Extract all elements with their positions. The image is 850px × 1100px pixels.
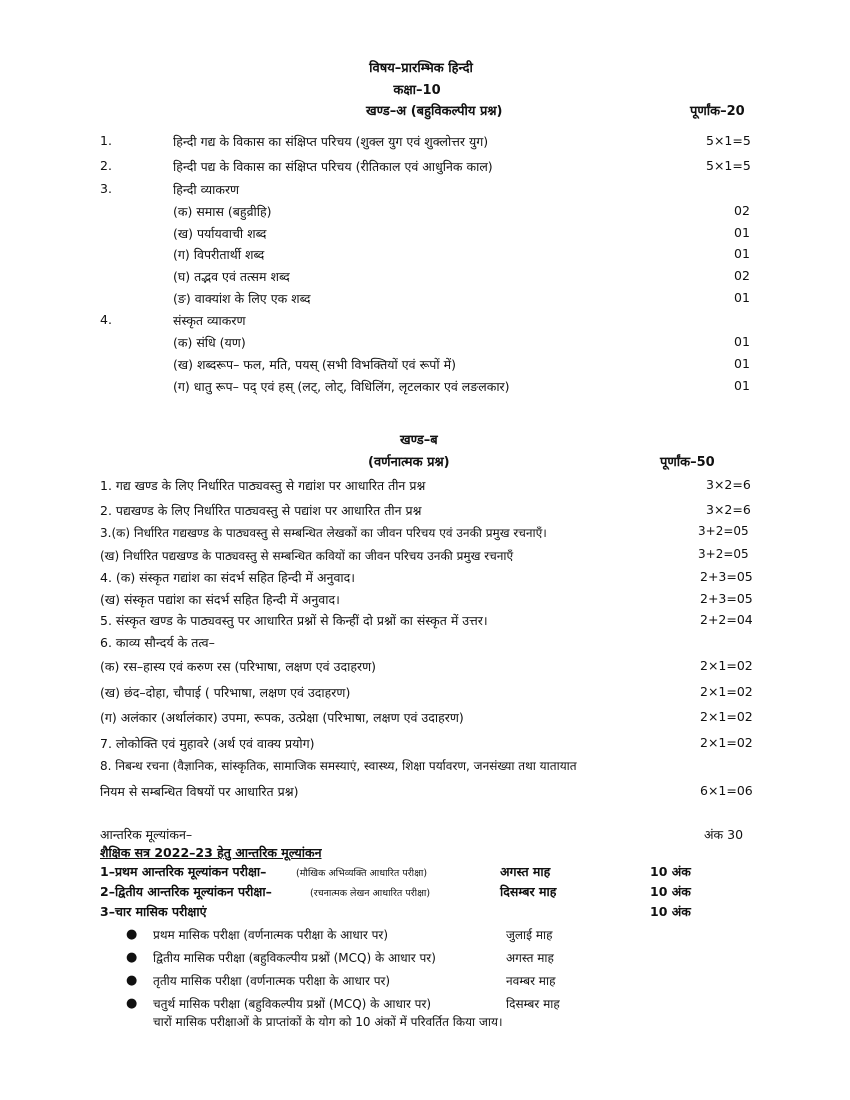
section-b-subtitle: (वर्णनात्मक प्रश्न) — [368, 455, 450, 470]
q4-sub-item: (ग) धातु रूप– पद् एवं हस् (लट्, लोट्, विधिलिंग, लृटलकार एवं लङलकार) — [173, 379, 510, 394]
exam-note: (रचनात्मक लेखन आधारित परीक्षा) — [310, 888, 431, 899]
q4-sub-item: (क) संधि (यण) — [173, 335, 246, 350]
section-b-marks: 2+2=04 — [700, 612, 753, 627]
section-b-marks: 3+2=05 — [698, 524, 749, 538]
monthly-exam: प्रथम मासिक परीक्षा (वर्णनात्मक परीक्षा के आधार पर) — [153, 928, 389, 942]
exam-marks: 10 अंक — [650, 884, 691, 899]
section-b-marks: 6×1=06 — [700, 783, 753, 798]
bullet-icon: ● — [126, 927, 138, 942]
q2-marks: 5×1=5 — [706, 158, 751, 173]
q3-sub-item: (ङ) वाक्यांश के लिए एक शब्द — [173, 291, 311, 306]
q1-text: हिन्दी गद्य के विकास का संक्षिप्त परिचय (शुक्ल युग एवं शुक्लोत्तर युग) — [173, 134, 489, 149]
q3-sub-item: (घ) तद्भव एवं तत्सम शब्द — [173, 269, 290, 284]
section-b-item: (क) रस–हास्य एवं करुण रस (परिभाषा, लक्षण एवं उदाहरण) — [100, 659, 376, 674]
q3-sub-marks: 01 — [734, 290, 750, 305]
section-b-item: 2. पद्यखण्ड के लिए निर्धारित पाठ्यवस्तु से पद्यांश पर आधारित तीन प्रश्न — [100, 503, 422, 518]
internal-title: आन्तरिक मूल्यांकन– — [100, 827, 193, 842]
monthly-note: चारों मासिक परीक्षाओं के प्राप्तांकों के योग को 10 अंकों में परिवर्तित किया जाय। — [153, 1015, 503, 1029]
section-b-total: पूर्णांक–50 — [660, 455, 715, 470]
q3-sub-item: (क) समास (बहुव्रीहि) — [173, 204, 272, 219]
monthly-exam: द्वितीय मासिक परीक्षा (बहुविकल्पीय प्रश्नों (MCQ) के आधार पर) — [153, 951, 436, 965]
subject-title: विषय–प्रारम्भिक हिन्दी — [369, 61, 473, 76]
section-b-item: 3.(क) निर्धारित गद्यखण्ड के पाठ्यवस्तु से सम्बन्धित लेखकों का जीवन परिचय एवं उनकी प्रमुख रचनाएँ। — [100, 526, 547, 540]
class-title: कक्षा–10 — [393, 83, 441, 98]
q4-text: संस्कृत व्याकरण — [173, 313, 246, 328]
q3-sub-marks: 02 — [734, 203, 750, 218]
section-b-item: 4. (क) संस्कृत गद्यांश का संदर्भ सहित हिन्दी में अनुवाद। — [100, 570, 356, 585]
q4-sub-marks: 01 — [734, 378, 750, 393]
monthly-exam-month: जुलाई माह — [506, 928, 553, 942]
section-b-item: 8. निबन्ध रचना (वैज्ञानिक, सांस्कृतिक, सामाजिक समस्याएं, स्वास्थ्य, शिक्षा पर्यावरण, जनसंख्या तथा यातायात — [100, 759, 577, 773]
monthly-exam: चतुर्थ मासिक परीक्षा (बहुविकल्पीय प्रश्नों (MCQ) के आधार पर) — [153, 997, 432, 1011]
internal-total: अंक 30 — [704, 827, 744, 842]
bullet-icon: ● — [126, 996, 138, 1011]
q2-text: हिन्दी पद्य के विकास का संक्षिप्त परिचय (रीतिकाल एवं आधुनिक काल) — [173, 159, 493, 174]
q4-sub-marks: 01 — [734, 356, 750, 371]
section-b-marks: 3×2=6 — [706, 502, 751, 517]
q4-sub-item: (ख) शब्दरूप– फल, मति, पयस् (सभी विभक्तियों एवं रूपों में) — [173, 357, 456, 372]
section-b-item: (ग) अलंकार (अर्थालंकार) उपमा, रूपक, उत्प्रेक्षा (परिभाषा, लक्षण एवं उदाहरण) — [100, 710, 464, 725]
exam-marks: 10 अंक — [650, 904, 691, 919]
exam-name: 1–प्रथम आन्तरिक मूल्यांकन परीक्षा– — [100, 864, 267, 879]
q3-sub-item: (ख) पर्यायवाची शब्द — [173, 226, 267, 241]
monthly-exam-month: अगस्त माह — [506, 951, 554, 965]
q4-number: 4. — [100, 312, 112, 327]
exam-name: 2–द्वितीय आन्तरिक मूल्यांकन परीक्षा– — [100, 884, 272, 899]
q2-number: 2. — [100, 158, 112, 173]
monthly-exam-month: दिसम्बर माह — [506, 997, 560, 1011]
section-b-marks: 3×2=6 — [706, 477, 751, 492]
section-b-marks: 2×1=02 — [700, 684, 753, 699]
q4-sub-marks: 01 — [734, 334, 750, 349]
exam-month: अगस्त माह — [500, 864, 551, 879]
section-a-title: खण्ड–अ (बहुविकल्पीय प्रश्न) — [366, 104, 503, 119]
exam-month: दिसम्बर माह — [500, 884, 557, 899]
q3-number: 3. — [100, 181, 112, 196]
section-b-marks: 2+3=05 — [700, 569, 753, 584]
section-b-marks: 3+2=05 — [698, 547, 749, 561]
q3-sub-marks: 01 — [734, 225, 750, 240]
q1-number: 1. — [100, 133, 112, 148]
section-a-total: पूर्णांक–20 — [690, 104, 745, 119]
section-b-marks: 2×1=02 — [700, 735, 753, 750]
q3-sub-item: (ग) विपरीतार्थी शब्द — [173, 247, 265, 262]
section-b-item: (ख) निर्धारित पद्यखण्ड के पाठ्यवस्तु से सम्बन्धित कवियों का जीवन परिचय उनकी प्रमुख रचनाएँ — [100, 549, 514, 563]
section-b-title: खण्ड–ब — [400, 433, 438, 448]
bullet-icon: ● — [126, 950, 138, 965]
section-b-item: 5. संस्कृत खण्ड के पाठ्यवस्तु पर आधारित प्रश्नों से किन्हीं दो प्रश्नों का संस्कृत में उत्तर। — [100, 613, 488, 628]
section-b-item: 6. काव्य सौन्दर्य के तत्व– — [100, 635, 215, 650]
section-b-marks: 2+3=05 — [700, 591, 753, 606]
exam-marks: 10 अंक — [650, 864, 691, 879]
q1-marks: 5×1=5 — [706, 133, 751, 148]
section-b-item: नियम से सम्बन्धित विषयों पर आधारित प्रश्न) — [100, 784, 299, 799]
monthly-exam: तृतीय मासिक परीक्षा (वर्णनात्मक परीक्षा के आधार पर) — [153, 974, 391, 988]
section-b-marks: 2×1=02 — [700, 658, 753, 673]
q3-sub-marks: 02 — [734, 268, 750, 283]
session-title: शैक्षिक सत्र 2022–23 हेतु आन्तरिक मूल्यांकन — [100, 845, 322, 860]
section-b-item: (ख) संस्कृत पद्यांश का संदर्भ सहित हिन्दी में अनुवाद। — [100, 592, 340, 607]
section-b-item: (ख) छंद–दोहा, चौपाई ( परिभाषा, लक्षण एवं उदाहरण) — [100, 685, 351, 700]
section-b-item: 1. गद्य खण्ड के लिए निर्धारित पाठ्यवस्तु से गद्यांश पर आधारित तीन प्रश्न — [100, 478, 426, 493]
section-b-item: 7. लोकोक्ति एवं मुहावरे (अर्थ एवं वाक्य प्रयोग) — [100, 736, 315, 751]
exam-name: 3–चार मासिक परीक्षाएं — [100, 904, 207, 919]
exam-note: (मौखिक अभिव्यक्ति आधारित परीक्षा) — [296, 868, 428, 879]
section-b-marks: 2×1=02 — [700, 709, 753, 724]
monthly-exam-month: नवम्बर माह — [506, 974, 556, 988]
q3-sub-marks: 01 — [734, 246, 750, 261]
bullet-icon: ● — [126, 973, 138, 988]
q3-text: हिन्दी व्याकरण — [173, 182, 240, 197]
